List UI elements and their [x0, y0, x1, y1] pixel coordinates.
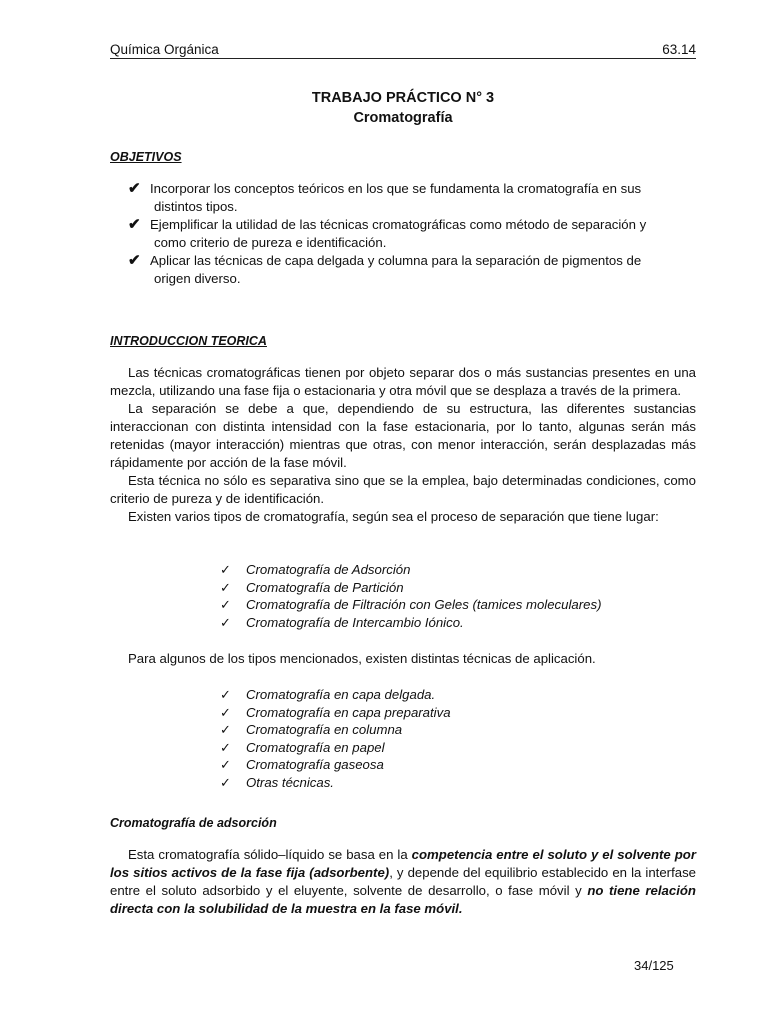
checkmark-icon: ✓ — [220, 562, 231, 577]
objective-item — [128, 252, 698, 288]
header-code: 63.14 — [662, 42, 696, 57]
checkmark-icon: ✓ — [220, 687, 231, 702]
intro-paragraph: La separación se debe a que, dependiendo de su estructura, las diferentes sustancias interaccionan con distinta intensidad con la fase estacionaria, por lo tanto, algunas serán más retenidas (mayor interacción) mientras que otras, con menor interacción, serán desplazadas más rápidamente por acción de la fase móvil. — [110, 401, 696, 470]
objetivos-list — [128, 180, 698, 288]
text-run: Esta cromatografía sólido–líquido se basa en la — [128, 847, 412, 862]
checkmark-icon: ✓ — [220, 579, 231, 595]
intro-paragraph: Esta técnica no sólo es separativa sino que se la emplea, bajo determinadas condiciones, como criterio de pureza y de identificación. — [110, 473, 696, 506]
objetivos-heading: OBJETIVOS — [110, 150, 182, 164]
list-item — [220, 596, 680, 614]
intro-heading: INTRODUCCION TEORICA — [110, 334, 267, 348]
checkmark-icon: ✓ — [220, 722, 231, 737]
text-run: , y depende del equilibrio establecido en la interfase entre el soluto adsorbido y el eluyente, solvente de desarrollo, o fase móvil y — [110, 865, 696, 898]
list-item — [220, 686, 680, 704]
list-item-text: Cromatografía de Partición — [246, 579, 404, 595]
objective-line: origen diverso. — [154, 271, 241, 286]
doc-subtitle: Cromatografía — [353, 110, 453, 126]
checkmark-icon: ✔ — [128, 180, 141, 197]
list-item-text: Cromatografía de Intercambio Iónico. — [246, 614, 464, 630]
checkmark-icon: ✓ — [220, 774, 231, 790]
checkmark-icon: ✓ — [220, 704, 231, 720]
list-item-text: Cromatografía en capa delgada. — [246, 687, 436, 702]
intro-paragraph: Existen varios tipos de cromatografía, según sea el proceso de separación que tiene lugar: — [128, 509, 659, 524]
emphasis-run: competencia entre el soluto y el solvente por los sitios activos de la fase fija (adsorbente) — [110, 847, 696, 880]
list-item-text: Cromatografía en papel — [246, 739, 385, 755]
list-item-text: Cromatografía gaseosa — [246, 757, 384, 772]
tipos-list — [220, 561, 680, 631]
checkmark-icon: ✓ — [220, 597, 231, 612]
list-item-text: Cromatografía en columna — [246, 722, 403, 737]
list-item — [220, 561, 680, 579]
list-item — [220, 579, 680, 597]
list-item — [220, 614, 680, 632]
list-item-text: Cromatografía de Adsorción — [246, 562, 411, 577]
intro-paragraph: Las técnicas cromatográficas tienen por objeto separar dos o más sustancias presentes en una mezcla, utilizando una fase fija o estacionaria y otra móvil que se desplaza a través de la primera. — [110, 365, 696, 398]
list-item — [220, 756, 680, 774]
page-number: 34/125 — [634, 958, 674, 973]
adsorcion-text — [110, 846, 696, 918]
doc-title: TRABAJO PRÁCTICO N° 3 — [311, 90, 495, 106]
intro-text — [110, 364, 696, 526]
checkmark-icon: ✓ — [220, 757, 231, 772]
list-item-text: Cromatografía de Filtración con Geles (tamices moleculares) — [246, 597, 602, 612]
header-course: Química Orgánica — [110, 42, 219, 57]
emphasis-run: no tiene relación directa con la solubilidad de la muestra en la fase móvil. — [110, 883, 696, 916]
checkmark-icon: ✔ — [128, 216, 141, 233]
checkmark-icon: ✓ — [220, 614, 231, 630]
adsorcion-heading: Cromatografía de adsorción — [110, 816, 277, 830]
objective-item — [128, 180, 698, 216]
list-item — [220, 721, 680, 739]
objective-line: Ejemplificar la utilidad de las técnicas cromatográficas como método de separación y — [150, 217, 647, 232]
objective-line: Incorporar los conceptos teóricos en los que se fundamenta la cromatografía en sus — [150, 181, 642, 196]
objective-item — [128, 216, 698, 252]
objective-line: como criterio de pureza e identificación. — [154, 235, 387, 250]
tecnicas-intro: Para algunos de los tipos mencionados, existen distintas técnicas de aplicación. — [128, 651, 596, 666]
checkmark-icon: ✓ — [220, 739, 231, 755]
list-item — [220, 739, 680, 757]
title-block — [110, 88, 696, 128]
tecnicas-list — [220, 686, 680, 791]
checkmark-icon: ✔ — [128, 252, 141, 269]
list-item-text: Otras técnicas. — [246, 774, 334, 790]
page-header — [110, 42, 696, 59]
list-item-text: Cromatografía en capa preparativa — [246, 704, 451, 720]
list-item — [220, 704, 680, 722]
objective-line: Aplicar las técnicas de capa delgada y columna para la separación de pigmentos de — [150, 253, 642, 268]
objective-line: distintos tipos. — [154, 199, 238, 214]
list-item — [220, 774, 680, 792]
adsorcion-paragraph — [110, 846, 696, 918]
